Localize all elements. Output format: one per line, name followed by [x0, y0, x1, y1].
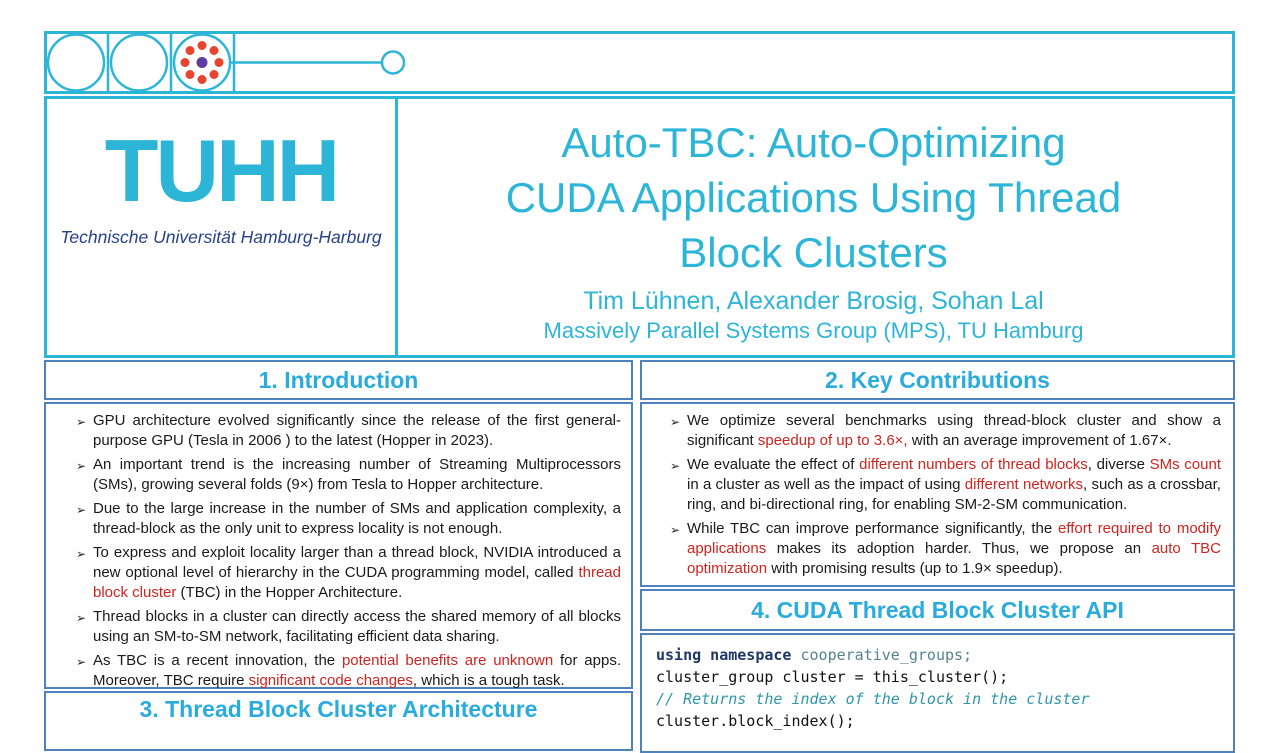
arrow-bullet-icon: ➢ — [670, 459, 681, 473]
contributions-bullet-list — [670, 411, 1221, 579]
cluster-decoration-graphic — [44, 31, 1235, 94]
code-line — [656, 666, 1225, 688]
section-heading: 2. Key Contributions — [825, 366, 1050, 393]
highlighted-text: potential benefits are unknown — [341, 652, 554, 669]
bullet-text: makes its adoption harder. Thus, we propose an — [766, 540, 1152, 557]
section-introduction-header — [44, 360, 633, 400]
code-token-namespace: cooperative_groups; — [791, 646, 973, 664]
code-line — [656, 710, 1225, 732]
tuhh-logo-box — [44, 96, 398, 358]
arrow-bullet-icon: ➢ — [76, 655, 87, 669]
highlighted-text: thread block cluster — [93, 564, 621, 601]
section-heading: 1. Introduction — [258, 366, 419, 393]
tuhh-subtitle: Technische Universität Hamburg-Harburg — [60, 227, 382, 247]
empty-circle-icon — [111, 35, 167, 91]
section-architecture-header — [44, 691, 633, 751]
arrow-bullet-icon: ➢ — [76, 547, 87, 561]
arrow-bullet-icon: ➢ — [76, 611, 87, 625]
bullet-item — [670, 519, 1221, 579]
bullet-text: While TBC can improve performance significantly, the — [687, 520, 1058, 537]
bullet-item — [76, 455, 621, 495]
bullet-text: , such as a crossbar, ring, and bi-directional ring, for enabling SM-2-SM communication. — [687, 476, 1221, 513]
poster-title-line: Auto-TBC: Auto-Optimizing — [561, 119, 1066, 166]
bullet-text: We optimize several benchmarks using thread-block cluster and show a significant — [687, 412, 1221, 449]
contributions-content-box — [640, 402, 1235, 587]
highlighted-text: speedup of up to 3.6×, — [757, 432, 908, 449]
arrow-bullet-icon: ➢ — [76, 503, 87, 517]
code-line — [656, 644, 1225, 666]
highlighted-text: different networks — [964, 476, 1084, 493]
top-banner — [44, 31, 1235, 94]
bullet-text: in a cluster as well as the impact of using — [687, 476, 965, 493]
title-box — [395, 96, 1235, 358]
highlighted-text: different numbers of thread blocks — [859, 456, 1088, 473]
cluster-center-dot — [197, 57, 208, 68]
api-code-box — [640, 633, 1235, 753]
bullet-item — [76, 607, 621, 647]
bullet-text: , which is a tough task. — [412, 672, 565, 689]
bullet-text: An important trend is the increasing number of Streaming Multiprocessors (SMs), growing several folds (9×) from Tesla to Hopper architecture. — [93, 456, 621, 493]
highlighted-text: auto TBC optimization — [687, 540, 1221, 577]
bullet-text: with an average improvement of 1.67×. — [907, 432, 1172, 449]
section-contributions-header — [640, 360, 1235, 400]
arrow-bullet-icon: ➢ — [76, 459, 87, 473]
bullet-text: , diverse — [1087, 456, 1150, 473]
cluster-dots-icon — [181, 41, 224, 84]
code-token-plain: cluster.block_index(); — [656, 712, 855, 730]
bullet-item — [76, 651, 621, 691]
bullet-text: for apps. Moreover, TBC require — [93, 652, 621, 689]
affiliation-line: Massively Parallel Systems Group (MPS), TU Hamburg — [543, 318, 1084, 343]
poster-title-line: Block Clusters — [679, 229, 948, 276]
bullet-item — [670, 455, 1221, 515]
bullet-text: (TBC) in the Hopper Architecture. — [176, 584, 403, 601]
code-token-keyword: using namespace — [656, 646, 792, 664]
bullet-text: with promising results (up to 1.9× speedup). — [767, 560, 1063, 577]
arrow-bullet-icon: ➢ — [670, 415, 681, 429]
section-heading: 4. CUDA Thread Block Cluster API — [751, 596, 1124, 623]
bullet-item — [76, 499, 621, 539]
code-line — [656, 688, 1225, 710]
bullet-text: Thread blocks in a cluster can directly access the shared memory of all blocks using an SM-to-SM network, facilitating efficient data sharing. — [93, 608, 621, 645]
bullet-text: Due to the large increase in the number of SMs and application complexity, a thread-block as the only unit to express locality is not enough. — [93, 500, 621, 537]
introduction-bullet-list — [76, 411, 621, 691]
bullet-item — [670, 411, 1221, 451]
code-token-plain: cluster_group cluster = this_cluster(); — [656, 668, 1009, 686]
poster-title-line: CUDA Applications Using Thread — [505, 174, 1122, 221]
bullet-text: To express and exploit locality larger than a thread block, NVIDIA introduced a new optional level of hierarchy in the CUDA programming model, called — [93, 544, 621, 581]
empty-circle-icon — [48, 35, 104, 91]
node-circle-icon — [382, 52, 404, 74]
arrow-bullet-icon: ➢ — [670, 523, 681, 537]
section-api-header — [640, 589, 1235, 631]
authors-line: Tim Lühnen, Alexander Brosig, Sohan Lal — [583, 287, 1044, 315]
bullet-item — [76, 411, 621, 451]
code-token-comment: // Returns the index of the block in the cluster — [656, 690, 1090, 708]
bullet-item — [76, 543, 621, 603]
highlighted-text: effort required to modify applications — [687, 520, 1222, 557]
bullet-text: GPU architecture evolved significantly since the release of the first general-purpose GPU (Tesla in 2006 ) to the latest (Hopper in 2023). — [93, 412, 621, 449]
introduction-content-box — [44, 402, 633, 689]
highlighted-text: significant code changes — [248, 672, 413, 689]
poster-title — [395, 115, 1232, 280]
arrow-bullet-icon: ➢ — [76, 415, 87, 429]
tuhh-logo: TUHH — [104, 121, 338, 220]
bullet-text: We evaluate the effect of — [687, 456, 860, 473]
highlighted-text: SMs count — [1149, 456, 1221, 473]
bullet-text: As TBC is a recent innovation, the — [93, 652, 342, 669]
section-heading: 3. Thread Block Cluster Architecture — [139, 696, 538, 722]
